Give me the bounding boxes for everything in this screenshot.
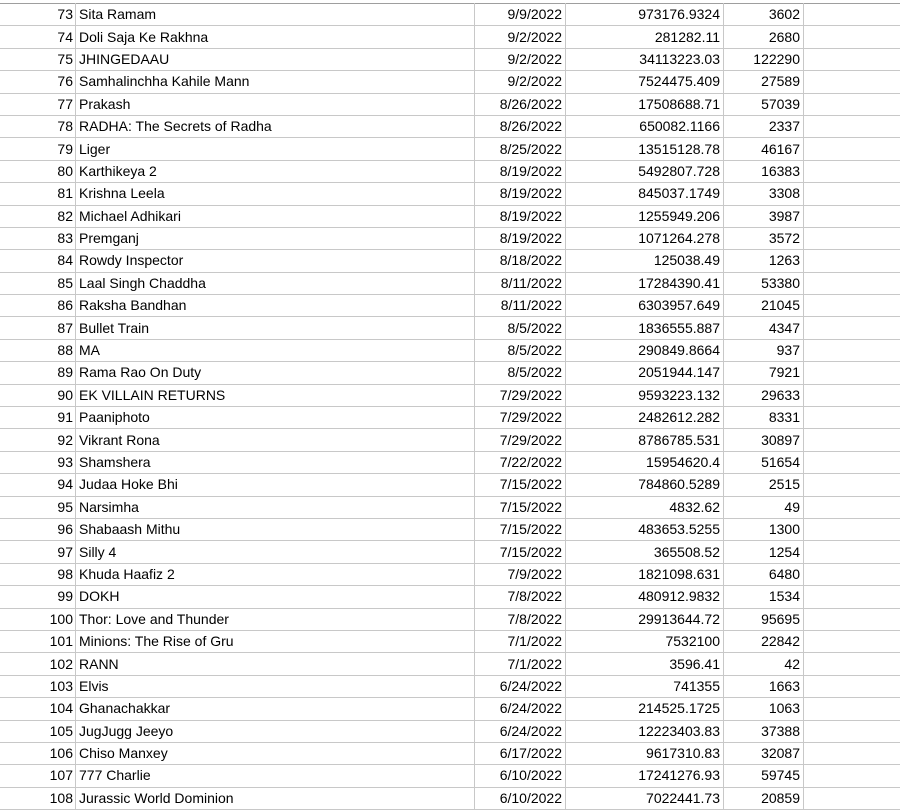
cell-index[interactable]: 100 — [0, 608, 76, 630]
cell-count[interactable]: 49 — [724, 496, 804, 518]
cell-empty[interactable] — [804, 205, 900, 227]
cell-release-date[interactable]: 6/10/2022 — [475, 765, 566, 787]
cell-count[interactable]: 122290 — [724, 48, 804, 70]
table-row — [0, 474, 900, 496]
table-row — [0, 675, 900, 697]
cell-release-date[interactable]: 7/15/2022 — [475, 496, 566, 518]
cell-gross[interactable]: 17241276.93 — [566, 765, 724, 787]
cell-empty[interactable] — [804, 563, 900, 585]
cell-gross[interactable]: 214525.1725 — [566, 698, 724, 720]
cell-title[interactable]: Sita Ramam — [76, 4, 475, 26]
cell-index[interactable]: 95 — [0, 496, 76, 518]
table-row — [0, 48, 900, 70]
cell-gross[interactable]: 9593223.132 — [566, 384, 724, 406]
cell-empty[interactable] — [804, 675, 900, 697]
cell-empty[interactable] — [804, 474, 900, 496]
cell-empty[interactable] — [804, 496, 900, 518]
cell-gross[interactable]: 13515128.78 — [566, 138, 724, 160]
cell-release-date[interactable]: 9/2/2022 — [475, 48, 566, 70]
cell-release-date[interactable]: 6/17/2022 — [475, 742, 566, 764]
cell-count[interactable]: 1254 — [724, 541, 804, 563]
cell-title[interactable]: RADHA: The Secrets of Radha — [76, 115, 475, 137]
table-row — [0, 138, 900, 160]
cell-title[interactable]: 777 Charlie — [76, 765, 475, 787]
cell-empty[interactable] — [804, 429, 900, 451]
cell-gross[interactable]: 3596.41 — [566, 653, 724, 675]
cell-gross[interactable]: 17284390.41 — [566, 272, 724, 294]
cell-empty[interactable] — [804, 138, 900, 160]
cell-empty[interactable] — [804, 71, 900, 93]
cell-gross[interactable]: 7532100 — [566, 630, 724, 652]
cell-release-date[interactable]: 8/5/2022 — [475, 339, 566, 361]
cell-index[interactable]: 91 — [0, 407, 76, 429]
cell-count[interactable]: 6480 — [724, 563, 804, 585]
cell-release-date[interactable]: 8/11/2022 — [475, 295, 566, 317]
table-row — [0, 205, 900, 227]
table-row — [0, 362, 900, 384]
cell-title[interactable]: Khuda Haafiz 2 — [76, 563, 475, 585]
cell-release-date[interactable]: 7/22/2022 — [475, 451, 566, 473]
table-row — [0, 742, 900, 764]
cell-gross[interactable]: 365508.52 — [566, 541, 724, 563]
cell-count[interactable]: 1263 — [724, 250, 804, 272]
cell-release-date[interactable]: 7/8/2022 — [475, 586, 566, 608]
table-row — [0, 541, 900, 563]
cell-title[interactable]: Judaa Hoke Bhi — [76, 474, 475, 496]
cell-index[interactable]: 96 — [0, 518, 76, 540]
table-row — [0, 698, 900, 720]
cell-count[interactable]: 30897 — [724, 429, 804, 451]
cell-title[interactable]: Bullet Train — [76, 317, 475, 339]
cell-title[interactable]: Shabaash Mithu — [76, 518, 475, 540]
cell-gross[interactable]: 1071264.278 — [566, 227, 724, 249]
table-row — [0, 653, 900, 675]
cell-count[interactable]: 53380 — [724, 272, 804, 294]
cell-count[interactable]: 32087 — [724, 742, 804, 764]
cell-release-date[interactable]: 9/2/2022 — [475, 26, 566, 48]
cell-count[interactable]: 8331 — [724, 407, 804, 429]
cell-title[interactable]: Minions: The Rise of Gru — [76, 630, 475, 652]
cell-index[interactable]: 108 — [0, 787, 76, 809]
cell-release-date[interactable]: 8/19/2022 — [475, 205, 566, 227]
cell-gross[interactable]: 1836555.887 — [566, 317, 724, 339]
cell-index[interactable]: 83 — [0, 227, 76, 249]
cell-title[interactable]: Raksha Bandhan — [76, 295, 475, 317]
cell-release-date[interactable]: 9/2/2022 — [475, 71, 566, 93]
cell-empty[interactable] — [804, 451, 900, 473]
cell-gross[interactable]: 4832.62 — [566, 496, 724, 518]
cell-title[interactable]: Ghanachakkar — [76, 698, 475, 720]
cell-empty[interactable] — [804, 720, 900, 742]
cell-empty[interactable] — [804, 742, 900, 764]
cell-gross[interactable]: 12223403.83 — [566, 720, 724, 742]
cell-title[interactable]: Chiso Manxey — [76, 742, 475, 764]
cell-gross[interactable]: 34113223.03 — [566, 48, 724, 70]
cell-index[interactable]: 78 — [0, 115, 76, 137]
cell-release-date[interactable]: 6/10/2022 — [475, 787, 566, 809]
table-row — [0, 227, 900, 249]
cell-empty[interactable] — [804, 586, 900, 608]
cell-title[interactable]: Samhalinchha Kahile Mann — [76, 71, 475, 93]
cell-title[interactable]: Liger — [76, 138, 475, 160]
cell-release-date[interactable]: 6/24/2022 — [475, 698, 566, 720]
table-row — [0, 608, 900, 630]
data-table — [0, 3, 900, 810]
cell-empty[interactable] — [804, 630, 900, 652]
cell-empty[interactable] — [804, 541, 900, 563]
cell-count[interactable]: 1300 — [724, 518, 804, 540]
table-row — [0, 586, 900, 608]
cell-index[interactable]: 105 — [0, 720, 76, 742]
cell-title[interactable]: Jurassic World Dominion — [76, 787, 475, 809]
table-row — [0, 183, 900, 205]
cell-release-date[interactable]: 8/18/2022 — [475, 250, 566, 272]
cell-title[interactable]: Elvis — [76, 675, 475, 697]
cell-title[interactable]: Rowdy Inspector — [76, 250, 475, 272]
cell-index[interactable]: 87 — [0, 317, 76, 339]
cell-gross[interactable]: 290849.8664 — [566, 339, 724, 361]
cell-count[interactable]: 46167 — [724, 138, 804, 160]
cell-count[interactable]: 7921 — [724, 362, 804, 384]
cell-title[interactable]: Michael Adhikari — [76, 205, 475, 227]
cell-title[interactable]: RANN — [76, 653, 475, 675]
table-row — [0, 630, 900, 652]
cell-index[interactable]: 99 — [0, 586, 76, 608]
cell-index[interactable]: 80 — [0, 160, 76, 182]
cell-title[interactable]: Prakash — [76, 93, 475, 115]
cell-index[interactable]: 94 — [0, 474, 76, 496]
cell-count[interactable]: 937 — [724, 339, 804, 361]
cell-count[interactable]: 3308 — [724, 183, 804, 205]
table-row — [0, 339, 900, 361]
cell-title[interactable]: Krishna Leela — [76, 183, 475, 205]
cell-count[interactable]: 2337 — [724, 115, 804, 137]
table-row — [0, 563, 900, 585]
cell-count[interactable]: 3987 — [724, 205, 804, 227]
cell-gross[interactable]: 784860.5289 — [566, 474, 724, 496]
cell-gross[interactable]: 5492807.728 — [566, 160, 724, 182]
cell-gross[interactable]: 480912.9832 — [566, 586, 724, 608]
cell-count[interactable]: 4347 — [724, 317, 804, 339]
cell-title[interactable]: Karthikeya 2 — [76, 160, 475, 182]
cell-gross[interactable]: 1255949.206 — [566, 205, 724, 227]
cell-index[interactable]: 82 — [0, 205, 76, 227]
cell-empty[interactable] — [804, 362, 900, 384]
cell-gross[interactable]: 15954620.4 — [566, 451, 724, 473]
cell-index[interactable]: 84 — [0, 250, 76, 272]
cell-title[interactable]: JHINGEDAAU — [76, 48, 475, 70]
cell-index[interactable]: 81 — [0, 183, 76, 205]
cell-index[interactable]: 101 — [0, 630, 76, 652]
cell-release-date[interactable]: 8/5/2022 — [475, 362, 566, 384]
cell-empty[interactable] — [804, 227, 900, 249]
table-row — [0, 720, 900, 742]
cell-index[interactable]: 107 — [0, 765, 76, 787]
cell-release-date[interactable]: 8/25/2022 — [475, 138, 566, 160]
cell-count[interactable]: 59745 — [724, 765, 804, 787]
cell-gross[interactable]: 29913644.72 — [566, 608, 724, 630]
cell-index[interactable]: 76 — [0, 71, 76, 93]
cell-release-date[interactable]: 7/1/2022 — [475, 653, 566, 675]
cell-title[interactable]: Silly 4 — [76, 541, 475, 563]
cell-count[interactable]: 51654 — [724, 451, 804, 473]
cell-gross[interactable]: 2482612.282 — [566, 407, 724, 429]
cell-count[interactable]: 16383 — [724, 160, 804, 182]
cell-empty[interactable] — [804, 26, 900, 48]
cell-release-date[interactable]: 7/29/2022 — [475, 384, 566, 406]
table-row — [0, 765, 900, 787]
cell-release-date[interactable]: 8/26/2022 — [475, 93, 566, 115]
cell-empty[interactable] — [804, 93, 900, 115]
cell-empty[interactable] — [804, 250, 900, 272]
cell-empty[interactable] — [804, 295, 900, 317]
cell-index[interactable]: 106 — [0, 742, 76, 764]
cell-gross[interactable]: 125038.49 — [566, 250, 724, 272]
cell-title[interactable]: Laal Singh Chaddha — [76, 272, 475, 294]
cell-empty[interactable] — [804, 183, 900, 205]
cell-title[interactable]: Shamshera — [76, 451, 475, 473]
cell-count[interactable]: 2680 — [724, 26, 804, 48]
table-row — [0, 115, 900, 137]
cell-gross[interactable]: 650082.1166 — [566, 115, 724, 137]
cell-release-date[interactable]: 7/15/2022 — [475, 518, 566, 540]
cell-gross[interactable]: 9617310.83 — [566, 742, 724, 764]
cell-release-date[interactable]: 7/1/2022 — [475, 630, 566, 652]
table-row — [0, 787, 900, 809]
cell-empty[interactable] — [804, 787, 900, 809]
cell-empty[interactable] — [804, 608, 900, 630]
cell-empty[interactable] — [804, 115, 900, 137]
cell-title[interactable]: Rama Rao On Duty — [76, 362, 475, 384]
cell-title[interactable]: Paaniphoto — [76, 407, 475, 429]
cell-release-date[interactable]: 9/9/2022 — [475, 4, 566, 26]
cell-title[interactable]: Narsimha — [76, 496, 475, 518]
cell-empty[interactable] — [804, 48, 900, 70]
cell-index[interactable]: 98 — [0, 563, 76, 585]
cell-count[interactable]: 57039 — [724, 93, 804, 115]
cell-release-date[interactable]: 8/5/2022 — [475, 317, 566, 339]
cell-release-date[interactable]: 7/29/2022 — [475, 407, 566, 429]
cell-gross[interactable]: 17508688.71 — [566, 93, 724, 115]
table-body — [0, 4, 900, 810]
cell-count[interactable]: 21045 — [724, 295, 804, 317]
cell-index[interactable]: 75 — [0, 48, 76, 70]
cell-count[interactable]: 20859 — [724, 787, 804, 809]
cell-release-date[interactable]: 7/15/2022 — [475, 541, 566, 563]
cell-index[interactable]: 73 — [0, 4, 76, 26]
cell-title[interactable]: Premganj — [76, 227, 475, 249]
cell-empty[interactable] — [804, 653, 900, 675]
table-row — [0, 451, 900, 473]
cell-title[interactable]: Vikrant Rona — [76, 429, 475, 451]
table-row — [0, 272, 900, 294]
cell-index[interactable]: 97 — [0, 541, 76, 563]
cell-empty[interactable] — [804, 272, 900, 294]
cell-empty[interactable] — [804, 518, 900, 540]
cell-gross[interactable]: 8786785.531 — [566, 429, 724, 451]
cell-release-date[interactable]: 8/19/2022 — [475, 183, 566, 205]
cell-gross[interactable]: 741355 — [566, 675, 724, 697]
cell-empty[interactable] — [804, 339, 900, 361]
table-row — [0, 496, 900, 518]
table-row — [0, 250, 900, 272]
cell-title[interactable]: Doli Saja Ke Rakhna — [76, 26, 475, 48]
cell-title[interactable]: EK VILLAIN RETURNS — [76, 384, 475, 406]
cell-release-date[interactable]: 7/15/2022 — [475, 474, 566, 496]
cell-empty[interactable] — [804, 698, 900, 720]
cell-index[interactable]: 79 — [0, 138, 76, 160]
table-row — [0, 407, 900, 429]
cell-index[interactable]: 102 — [0, 653, 76, 675]
table-row — [0, 384, 900, 406]
cell-count[interactable]: 3572 — [724, 227, 804, 249]
cell-index[interactable]: 93 — [0, 451, 76, 473]
cell-title[interactable]: Thor: Love and Thunder — [76, 608, 475, 630]
cell-empty[interactable] — [804, 407, 900, 429]
cell-count[interactable]: 42 — [724, 653, 804, 675]
cell-index[interactable]: 77 — [0, 93, 76, 115]
cell-index[interactable]: 85 — [0, 272, 76, 294]
cell-title[interactable]: DOKH — [76, 586, 475, 608]
cell-gross[interactable]: 281282.11 — [566, 26, 724, 48]
table-row — [0, 93, 900, 115]
cell-release-date[interactable]: 7/8/2022 — [475, 608, 566, 630]
cell-count[interactable]: 27589 — [724, 71, 804, 93]
cell-gross[interactable]: 973176.9324 — [566, 4, 724, 26]
cell-gross[interactable]: 483653.5255 — [566, 518, 724, 540]
cell-empty[interactable] — [804, 384, 900, 406]
cell-release-date[interactable]: 7/9/2022 — [475, 563, 566, 585]
cell-gross[interactable]: 7022441.73 — [566, 787, 724, 809]
cell-count[interactable]: 95695 — [724, 608, 804, 630]
table-row — [0, 160, 900, 182]
cell-index[interactable]: 74 — [0, 26, 76, 48]
cell-gross[interactable]: 6303957.649 — [566, 295, 724, 317]
cell-count[interactable]: 2515 — [724, 474, 804, 496]
cell-release-date[interactable]: 6/24/2022 — [475, 720, 566, 742]
cell-release-date[interactable]: 7/29/2022 — [475, 429, 566, 451]
cell-release-date[interactable]: 6/24/2022 — [475, 675, 566, 697]
cell-index[interactable]: 92 — [0, 429, 76, 451]
cell-count[interactable]: 3602 — [724, 4, 804, 26]
table-row — [0, 518, 900, 540]
table-row — [0, 71, 900, 93]
cell-index[interactable]: 88 — [0, 339, 76, 361]
cell-title[interactable]: JugJugg Jeeyo — [76, 720, 475, 742]
cell-release-date[interactable]: 8/19/2022 — [475, 227, 566, 249]
cell-index[interactable]: 103 — [0, 675, 76, 697]
cell-gross[interactable]: 845037.1749 — [566, 183, 724, 205]
cell-count[interactable]: 1534 — [724, 586, 804, 608]
cell-gross[interactable]: 7524475.409 — [566, 71, 724, 93]
cell-count[interactable]: 22842 — [724, 630, 804, 652]
cell-gross[interactable]: 1821098.631 — [566, 563, 724, 585]
cell-empty[interactable] — [804, 765, 900, 787]
cell-count[interactable]: 1063 — [724, 698, 804, 720]
table-row — [0, 4, 900, 26]
table-row — [0, 26, 900, 48]
cell-count[interactable]: 1663 — [724, 675, 804, 697]
cell-index[interactable]: 90 — [0, 384, 76, 406]
cell-title[interactable]: MA — [76, 339, 475, 361]
cell-index[interactable]: 104 — [0, 698, 76, 720]
cell-release-date[interactable]: 8/19/2022 — [475, 160, 566, 182]
table-row — [0, 295, 900, 317]
cell-release-date[interactable]: 8/11/2022 — [475, 272, 566, 294]
cell-empty[interactable] — [804, 160, 900, 182]
cell-gross[interactable]: 2051944.147 — [566, 362, 724, 384]
table-row — [0, 429, 900, 451]
cell-empty[interactable] — [804, 4, 900, 26]
cell-count[interactable]: 37388 — [724, 720, 804, 742]
cell-empty[interactable] — [804, 317, 900, 339]
cell-release-date[interactable]: 8/26/2022 — [475, 115, 566, 137]
cell-count[interactable]: 29633 — [724, 384, 804, 406]
table-row — [0, 317, 900, 339]
cell-index[interactable]: 89 — [0, 362, 76, 384]
cell-index[interactable]: 86 — [0, 295, 76, 317]
